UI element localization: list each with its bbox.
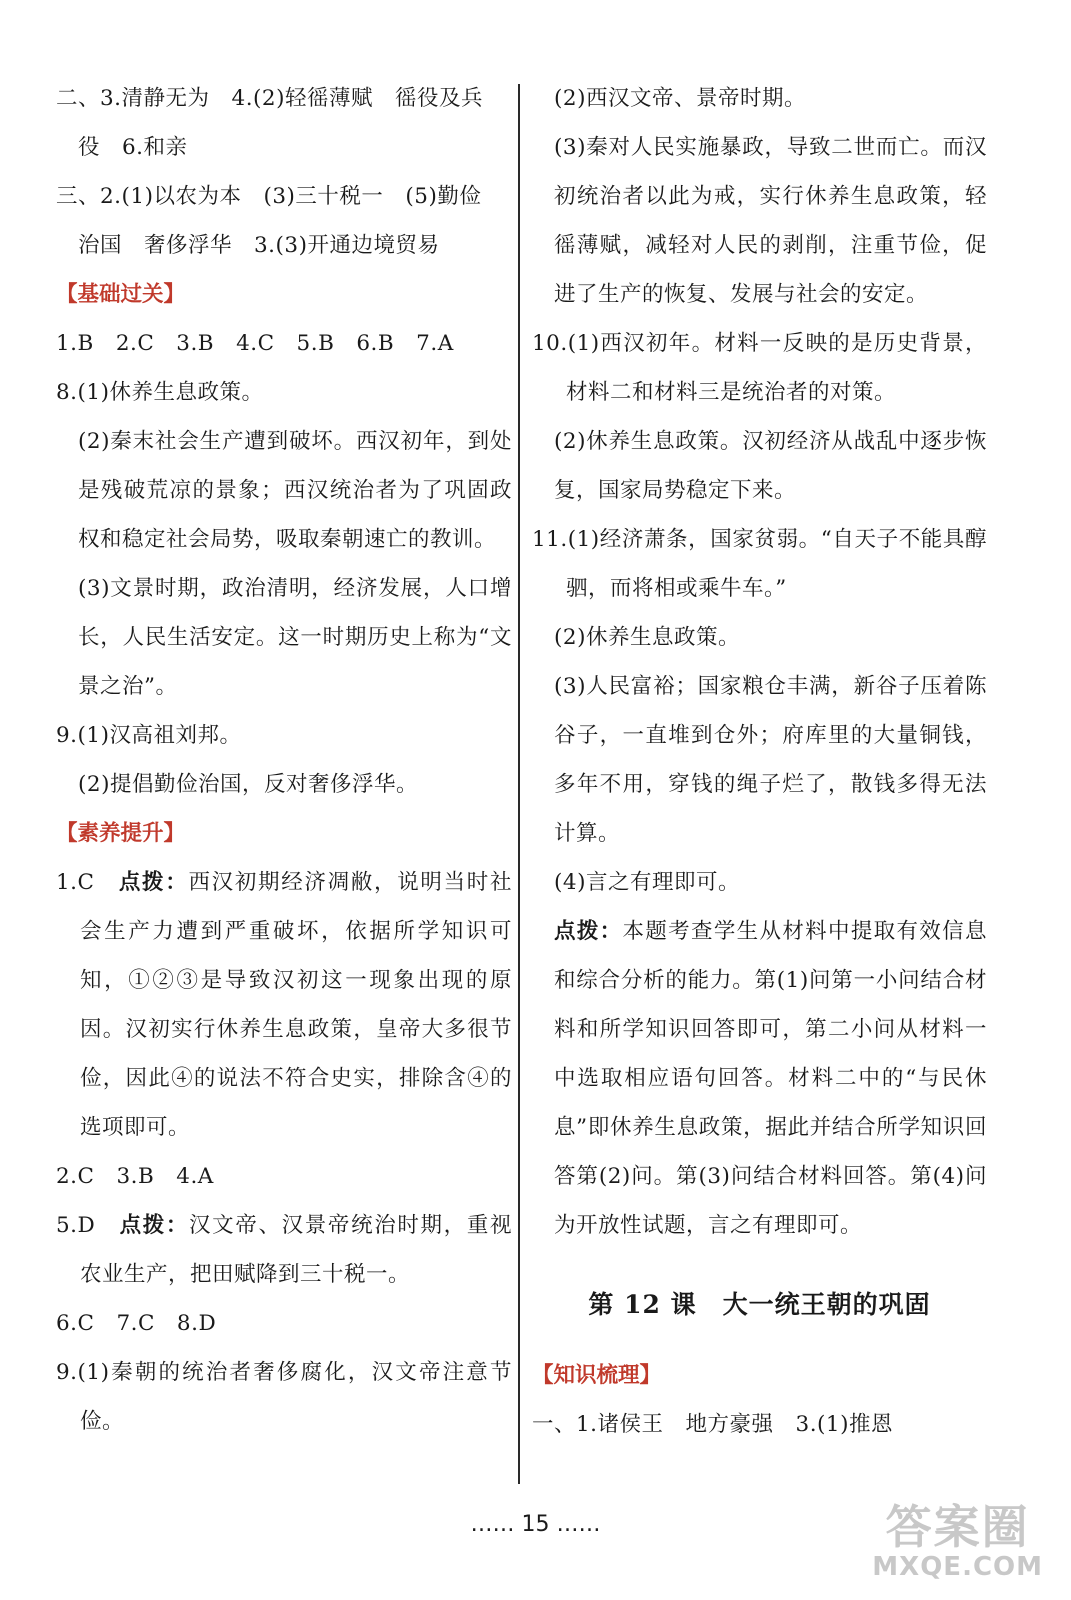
answer-paragraph: (2)秦末社会生产遭到破坏。西汉初年，到处是残破荒凉的景象；西汉统治者为了巩固政权和稳定社会局势，吸取秦朝速亡的教训。 (78, 429, 512, 552)
answer-line: 1.B 2.C 3.B 4.C 5.B 6.B 7.A (56, 331, 454, 356)
answer-line: 9.(1)汉高祖刘邦。 (56, 723, 242, 748)
answer-paragraph: 9.(1)秦朝的统治者奢侈腐化，汉文帝注意节俭。 (56, 1360, 512, 1434)
text-line: 二、3.清静无为 4.(2)轻徭薄赋 徭役及兵 (56, 86, 483, 111)
lesson-title: 第 12 课 大一统王朝的巩固 (588, 1290, 931, 1319)
answer-line: (2)西汉文帝、景帝时期。 (554, 86, 806, 111)
answer-paragraph: (3)秦对人民实施暴政，导致二世而亡。而汉初统治者以此为戒，实行休养生息政策，轻徭薄赋，减轻对人民的剥削，注重节俭，促进了生产的恢复、发展与社会的安定。 (554, 135, 987, 307)
watermark-logo (872, 1502, 1043, 1582)
answer-paragraph (56, 858, 512, 1152)
section-header: 【知识梳理】 (532, 1363, 662, 1388)
hint-text: 西汉初期经济凋敝，说明当时社会生产力遭到严重破坏，依据所学知识可知，①②③是导致汉初这一现象出现的原因。汉初实行休养生息政策，皇帝大多很节俭，因此④的说法不符合史实，排除含④的选项即可。 (80, 870, 512, 1140)
hint-text: 本题考查学生从材料中提取有效信息和综合分析的能力。第(1)问第一小问结合材料和所学知识回答即可，第二小问从材料一中选取相应语句回答。材料二中的“与民休息”即休养生息政策，据此并结合所学知识回答第(2)问。第(3)问结合材料回答。第(4)问为开放性试题，言之有理即可。 (554, 919, 987, 1238)
text-line: 役 6.和亲 (78, 135, 188, 160)
section-header: 【基础过关】 (56, 282, 186, 307)
answer-line: 2.C 3.B 4.A (56, 1164, 214, 1189)
answer-paragraph (56, 1201, 512, 1299)
answer-line: (2)提倡勤俭治国，反对奢侈浮华。 (78, 772, 418, 797)
answer-paragraph: (3)文景时期，政治清明，经济发展，人口增长，人民生活安定。这一时期历史上称为“文景之治”。 (78, 576, 512, 699)
answer-paragraph: 10.(1)西汉初年。材料一反映的是历史背景，材料二和材料三是统治者的对策。 (532, 331, 987, 405)
right-column (532, 74, 987, 1449)
hint-label: 点拨： (119, 1213, 190, 1238)
watermark-text: 答案圈 (885, 1500, 1030, 1554)
answer-number: 5.D (56, 1213, 120, 1238)
answer-line: 一、1.诸侯王 地方豪强 3.(1)推恩 (532, 1412, 893, 1437)
answer-line: (2)休养生息政策。 (554, 625, 740, 650)
answer-paragraph: 11.(1)经济萧条，国家贫弱。“自天子不能具醇驷，而将相或乘牛车。” (532, 527, 987, 601)
left-column (56, 74, 512, 1446)
hint-label: 点拨： (554, 919, 623, 944)
page-number: …… 15 …… (470, 1512, 601, 1537)
answer-paragraph: (2)休养生息政策。汉初经济从战乱中逐步恢复，国家局势稳定下来。 (554, 429, 987, 503)
hint-text: 汉文帝、汉景帝统治时期，重视农业生产，把田赋降到三十税一。 (80, 1213, 512, 1287)
column-divider (518, 84, 520, 1484)
section-header: 【素养提升】 (56, 821, 186, 846)
watermark-url: MXQE.COM (872, 1552, 1043, 1582)
answer-number: 1.C (56, 870, 119, 895)
answer-paragraph: (3)人民富裕；国家粮仓丰满，新谷子压着陈谷子，一直堆到仓外；府库里的大量铜钱，多年不用，穿钱的绳子烂了，散钱多得无法计算。 (554, 674, 987, 846)
hint-paragraph (532, 907, 987, 1250)
answer-line: 6.C 7.C 8.D (56, 1311, 217, 1336)
answer-line: 8.(1)休养生息政策。 (56, 380, 264, 405)
text-line: 治国 奢侈浮华 3.(3)开通边境贸易 (78, 233, 440, 258)
answer-line: (4)言之有理即可。 (554, 870, 740, 895)
hint-label: 点拨： (118, 870, 189, 895)
text-line: 三、2.(1)以农为本 (3)三十税一 (5)勤俭 (56, 184, 482, 209)
